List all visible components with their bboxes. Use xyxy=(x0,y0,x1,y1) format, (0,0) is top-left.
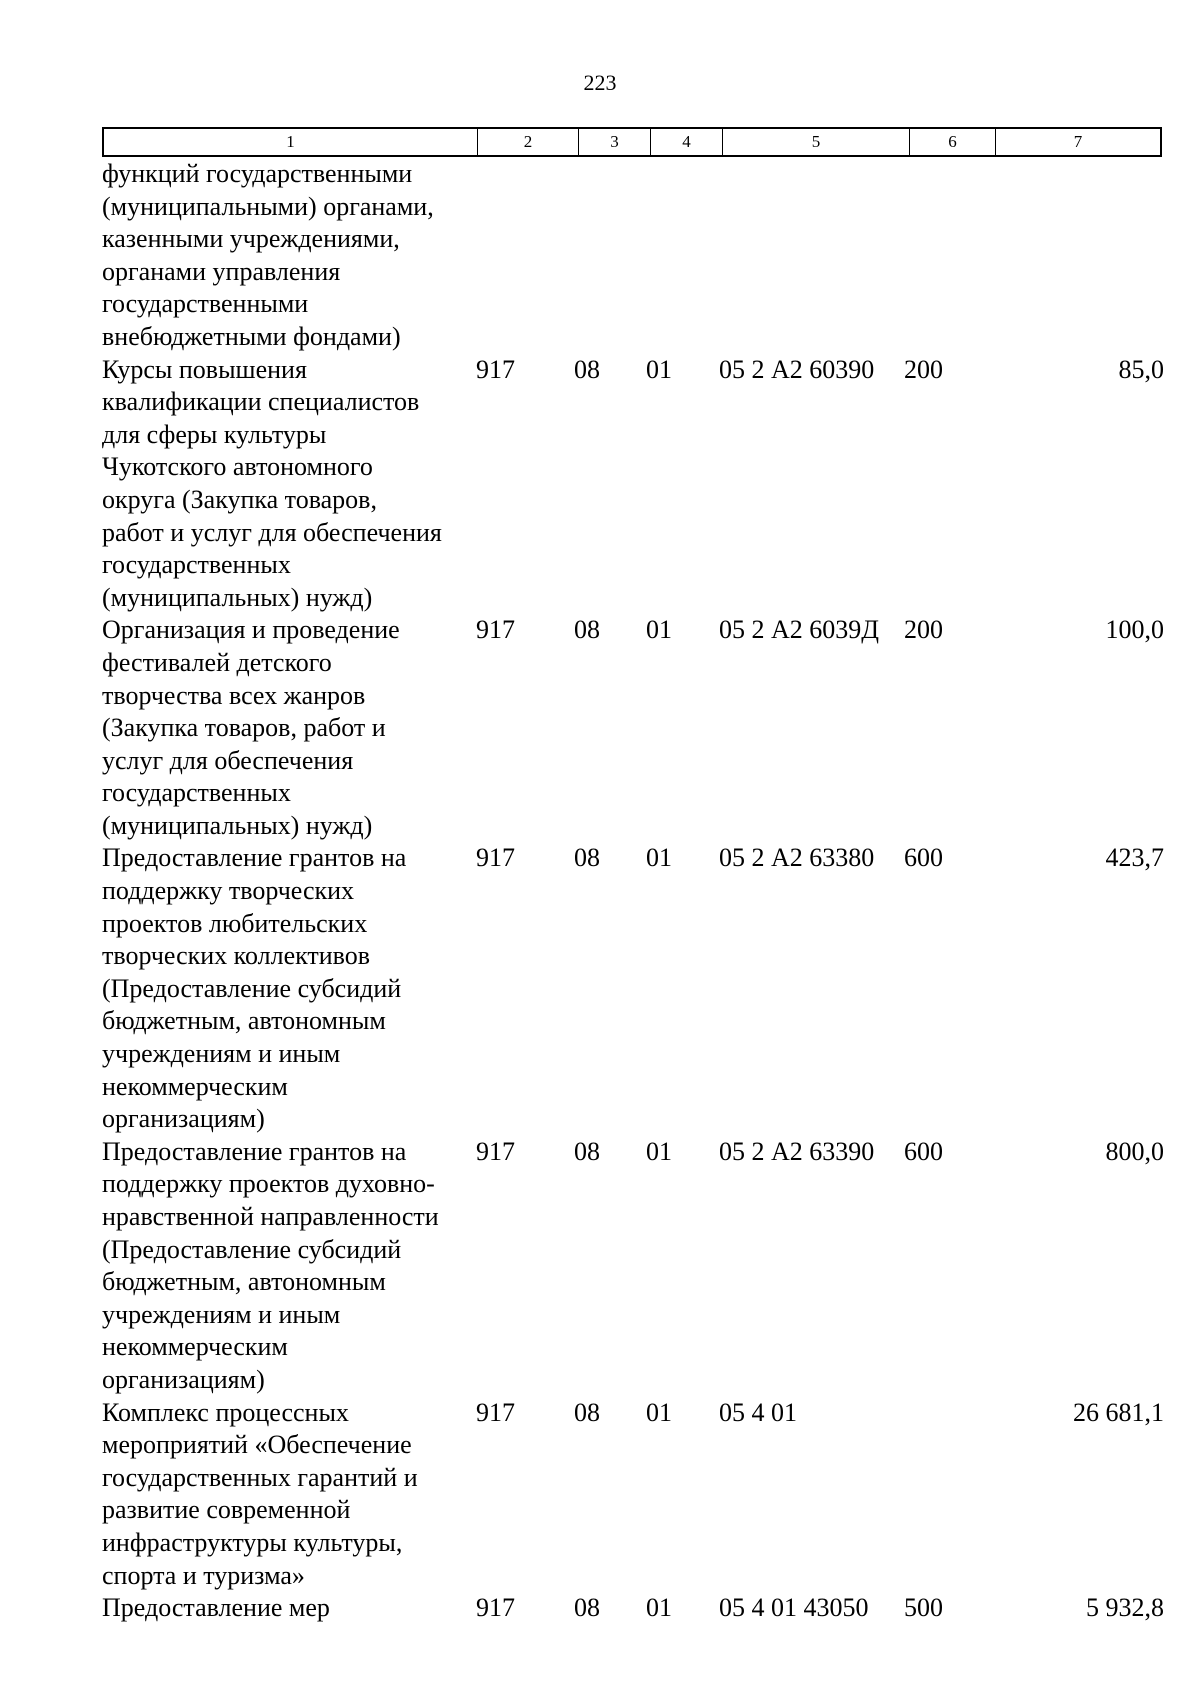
row-name-line: казенными учреждениями, xyxy=(102,224,400,254)
row-section: 08 xyxy=(574,1136,600,1166)
table-row xyxy=(102,1397,1164,1593)
row-name-line: нравственной направленности xyxy=(102,1202,439,1231)
row-subsection: 01 xyxy=(646,354,672,384)
row-name xyxy=(102,158,482,354)
row-name-line: Курсы повышения xyxy=(102,354,307,384)
row-amount: 423,7 xyxy=(1105,843,1164,873)
table-body xyxy=(102,158,1164,1625)
row-subsection: 01 xyxy=(646,1136,672,1166)
header-cell-1: 1 xyxy=(104,129,478,155)
row-name-line: инфраструктуры культуры, xyxy=(102,1527,403,1557)
table-row xyxy=(102,158,1164,354)
row-name xyxy=(102,1397,482,1593)
row-amount: 800,0 xyxy=(1105,1136,1164,1166)
row-admin-code: 917 xyxy=(476,1136,515,1166)
row-name-line: государственных xyxy=(102,778,291,808)
row-name-line: (Закупка товаров, работ и xyxy=(102,713,386,743)
row-name-line: (Предоставление субсидий xyxy=(102,1234,402,1264)
row-target-article: 05 2 А2 60390 xyxy=(719,354,875,384)
row-name-line: квалификации специалистов xyxy=(102,387,420,417)
row-amount: 85,0 xyxy=(1118,354,1164,384)
row-subsection: 01 xyxy=(646,1397,672,1427)
row-name-line: Предоставление мер xyxy=(102,1593,330,1623)
row-name-line: внебюджетными фондами) xyxy=(102,321,401,351)
row-amount: 100,0 xyxy=(1105,615,1164,645)
row-name-line: организациям) xyxy=(102,1364,265,1394)
row-admin-code: 917 xyxy=(476,1593,515,1623)
row-name-line: (Предоставление субсидий xyxy=(102,973,402,1003)
header-cell-6: 6 xyxy=(910,129,996,155)
row-admin-code: 917 xyxy=(476,354,515,384)
row-name-line: Чукотского автономного xyxy=(102,452,373,482)
row-name-line: поддержку проектов духовно- xyxy=(102,1169,435,1199)
row-name-line: функций государственными xyxy=(102,159,413,188)
row-section: 08 xyxy=(574,843,600,873)
row-expense-type: 600 xyxy=(904,843,943,873)
table-row xyxy=(102,354,1164,615)
row-admin-code: 917 xyxy=(476,615,515,645)
row-subsection: 01 xyxy=(646,843,672,873)
row-section: 08 xyxy=(574,615,600,645)
row-name xyxy=(102,614,482,842)
row-name xyxy=(102,1136,482,1397)
row-name-line: работ и услуг для обеспечения xyxy=(102,517,442,547)
row-name-line: развитие современной xyxy=(102,1495,351,1525)
row-target-article: 05 2 А2 6039Д xyxy=(719,615,880,645)
row-name-line: (муниципальных) нужд) xyxy=(102,582,373,612)
header-cell-3: 3 xyxy=(579,129,651,155)
row-amount: 26 681,1 xyxy=(1073,1397,1164,1427)
row-expense-type: 500 xyxy=(904,1593,943,1623)
row-name-line: спорта и туризма» xyxy=(102,1560,305,1590)
table-row xyxy=(102,614,1164,842)
row-subsection: 01 xyxy=(646,1593,672,1623)
header-cell-5: 5 xyxy=(723,129,910,155)
row-name-line: творческих коллективов xyxy=(102,941,371,971)
row-expense-type: 200 xyxy=(904,354,943,384)
header-cell-4: 4 xyxy=(651,129,723,155)
row-expense-type: 200 xyxy=(904,615,943,645)
row-name-line: организациям) xyxy=(102,1104,265,1134)
row-section: 08 xyxy=(574,1397,600,1427)
table-row xyxy=(102,1592,1164,1625)
row-admin-code: 917 xyxy=(476,1397,515,1427)
row-target-article: 05 2 А2 63380 xyxy=(719,843,875,873)
table-header xyxy=(102,127,1162,157)
row-name-line: бюджетным, автономным xyxy=(102,1006,386,1036)
row-name-line: (муниципальных) нужд) xyxy=(102,810,373,840)
row-name-line: Комплекс процессных xyxy=(102,1397,349,1427)
row-name-line: некоммерческим xyxy=(102,1071,288,1101)
row-name-line: услуг для обеспечения xyxy=(102,745,354,775)
row-name-line: учреждениям и иным xyxy=(102,1299,341,1329)
row-name-line: Предоставление грантов на xyxy=(102,843,407,873)
table-row xyxy=(102,1136,1164,1397)
row-name-line: для сферы культуры xyxy=(102,419,327,449)
row-name-line: некоммерческим xyxy=(102,1332,288,1362)
row-target-article: 05 4 01 xyxy=(719,1397,797,1427)
table-row xyxy=(102,842,1164,1135)
row-name-line: проектов любительских xyxy=(102,908,368,938)
row-name-line: (муниципальными) органами, xyxy=(102,191,434,221)
row-name-line: государственными xyxy=(102,289,309,319)
row-name-line: поддержку творческих xyxy=(102,876,355,906)
row-section: 08 xyxy=(574,354,600,384)
row-name-line: творчества всех жанров xyxy=(102,680,366,710)
row-subsection: 01 xyxy=(646,615,672,645)
row-name xyxy=(102,354,482,615)
row-admin-code: 917 xyxy=(476,843,515,873)
row-name-line: мероприятий «Обеспечение xyxy=(102,1430,412,1460)
row-target-article: 05 2 А2 63390 xyxy=(719,1136,875,1166)
row-name xyxy=(102,842,482,1135)
row-name-line: органами управления xyxy=(102,256,341,286)
page-number: 223 xyxy=(583,70,617,95)
header-cell-7: 7 xyxy=(1073,132,1083,151)
row-amount: 5 932,8 xyxy=(1086,1593,1164,1623)
header-cell-2: 2 xyxy=(478,129,579,155)
row-expense-type: 600 xyxy=(904,1136,943,1166)
row-name-line: бюджетным, автономным xyxy=(102,1267,386,1297)
row-section: 08 xyxy=(574,1593,600,1623)
row-name xyxy=(102,1592,482,1625)
row-name-line: округа (Закупка товаров, xyxy=(102,484,377,514)
row-name-line: государственных гарантий и xyxy=(102,1462,418,1492)
row-name-line: Предоставление грантов на xyxy=(102,1136,407,1166)
row-target-article: 05 4 01 43050 xyxy=(719,1593,869,1623)
row-name-line: государственных xyxy=(102,550,291,580)
row-name-line: учреждениям и иным xyxy=(102,1039,341,1069)
row-name-line: Организация и проведение xyxy=(102,615,400,645)
row-name-line: фестивалей детского xyxy=(102,647,332,677)
